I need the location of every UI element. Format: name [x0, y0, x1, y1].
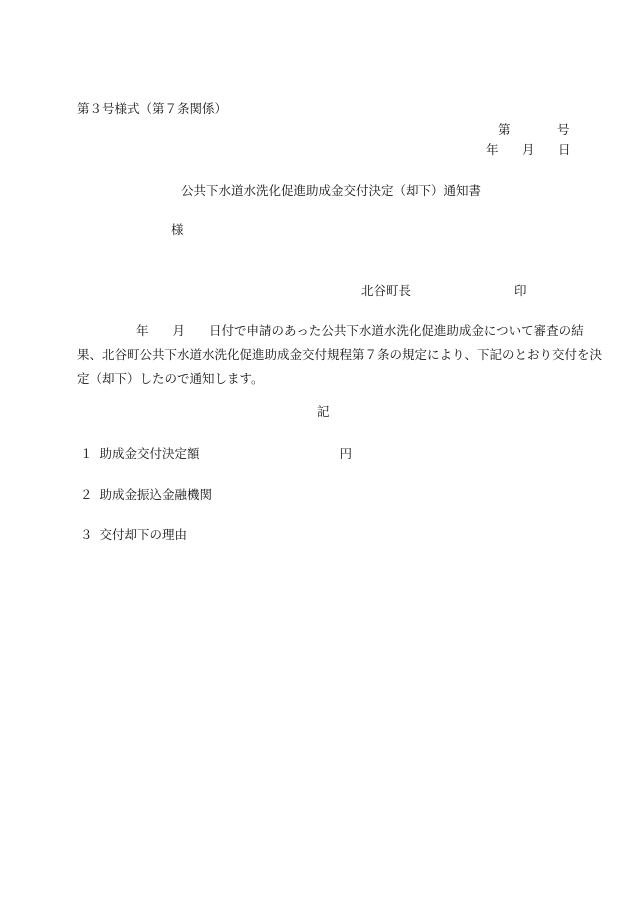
item-2 — [80, 487, 212, 503]
body-line-1 — [77, 319, 584, 343]
item-1-number: １ — [80, 446, 93, 461]
date-month: 月 — [522, 142, 535, 157]
doc-number-suffix: 号 — [557, 122, 570, 137]
body-line-3: 定（却下）したので通知します。 — [77, 371, 264, 386]
item-3-number: ３ — [80, 527, 93, 542]
body-line-1-text: 日付で申請のあった公共下水道水洗化促進助成金について審査の結 — [209, 323, 584, 338]
item-3 — [80, 527, 187, 543]
ki-heading: 記 — [317, 404, 330, 419]
body-line-2: 果、北谷町公共下水道水洗化促進助成金交付規程第７条の規定により、下記のとおり交付を決 — [77, 347, 603, 362]
date-year: 年 — [486, 142, 499, 157]
item-2-label: 助成金振込金融機関 — [99, 487, 213, 502]
item-2-number: ２ — [80, 487, 93, 502]
item-1 — [80, 446, 352, 462]
item-1-label: 助成金交付決定額 — [99, 446, 200, 461]
item-3-label: 交付却下の理由 — [99, 527, 188, 542]
doc-number-prefix: 第 — [498, 122, 511, 137]
addressee-suffix: 様 — [171, 222, 184, 237]
item-1-unit: 円 — [339, 446, 353, 461]
document-title: 公共下水道水洗化促進助成金交付決定（却下）通知書 — [181, 183, 482, 198]
body-month: 月 — [172, 323, 186, 338]
seal-mark: 印 — [514, 283, 527, 298]
body-paragraph — [77, 319, 603, 391]
issuer-name: 北谷町長 — [361, 283, 412, 298]
date-day: 日 — [558, 142, 571, 157]
body-year: 年 — [136, 323, 149, 338]
form-label: 第３号様式（第７条関係） — [77, 101, 228, 116]
